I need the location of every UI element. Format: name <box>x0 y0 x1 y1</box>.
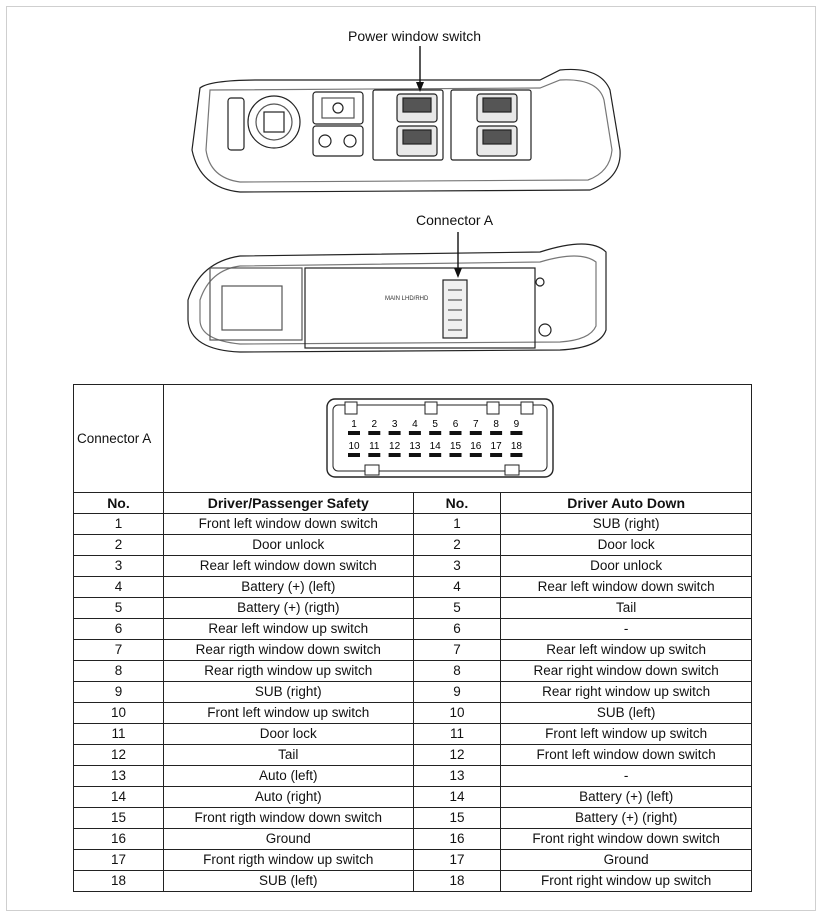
pin-no-safety: 5 <box>74 598 164 619</box>
table-row <box>74 745 752 766</box>
pin-terminal-bottom <box>409 453 421 457</box>
table-row <box>74 871 752 892</box>
pinout-table <box>73 384 752 892</box>
table-row <box>74 850 752 871</box>
function-safety: Door unlock <box>163 535 413 556</box>
pin-terminal-top <box>409 431 421 435</box>
header-driver-auto-down: Driver Auto Down <box>501 493 752 514</box>
pin-label-bottom: 10 <box>348 441 360 452</box>
table-row <box>74 766 752 787</box>
pin-terminal-bottom <box>389 453 401 457</box>
function-safety: Auto (left) <box>163 766 413 787</box>
function-auto-down: SUB (left) <box>501 703 752 724</box>
pin-no-auto-down: 17 <box>413 850 501 871</box>
function-safety: Door lock <box>163 724 413 745</box>
pin-no-auto-down: 18 <box>413 871 501 892</box>
function-safety: SUB (left) <box>163 871 413 892</box>
table-row <box>74 724 752 745</box>
function-safety: Front left window down switch <box>163 514 413 535</box>
pin-no-safety: 10 <box>74 703 164 724</box>
pin-no-safety: 3 <box>74 556 164 577</box>
function-auto-down: Front right window up switch <box>501 871 752 892</box>
pin-no-safety: 18 <box>74 871 164 892</box>
function-safety: Auto (right) <box>163 787 413 808</box>
pin-no-safety: 16 <box>74 829 164 850</box>
pin-terminal-top <box>368 431 380 435</box>
function-safety: Battery (+) (rigth) <box>163 598 413 619</box>
rear-pcb-cover <box>305 268 535 348</box>
pin-no-auto-down: 13 <box>413 766 501 787</box>
table-row <box>74 514 752 535</box>
pin-no-safety: 7 <box>74 640 164 661</box>
pin-label-top: 9 <box>513 419 520 430</box>
function-auto-down: Front left window down switch <box>501 745 752 766</box>
pin-no-safety: 8 <box>74 661 164 682</box>
table-row <box>74 829 752 850</box>
header-no-1: No. <box>74 493 164 514</box>
function-safety: Tail <box>163 745 413 766</box>
table-row <box>74 535 752 556</box>
header-driver-passenger-safety: Driver/Passenger Safety <box>163 493 413 514</box>
pin-terminal-bottom <box>490 453 502 457</box>
pin-label-bottom: 16 <box>470 441 482 452</box>
function-auto-down: Door unlock <box>501 556 752 577</box>
pin-no-auto-down: 9 <box>413 682 501 703</box>
pin-no-auto-down: 15 <box>413 808 501 829</box>
pin-label-top: 1 <box>351 419 357 430</box>
pin-terminal-bottom <box>470 453 482 457</box>
table-row <box>74 703 752 724</box>
pin-label-top: 3 <box>391 419 398 430</box>
function-safety: Rear left window up switch <box>163 619 413 640</box>
table-row <box>74 787 752 808</box>
function-auto-down: - <box>501 619 752 640</box>
function-safety: SUB (right) <box>163 682 413 703</box>
pin-terminal-bottom <box>368 453 380 457</box>
function-auto-down: Battery (+) (right) <box>501 808 752 829</box>
table-row <box>74 682 752 703</box>
pin-no-auto-down: 1 <box>413 514 501 535</box>
function-safety: Rear rigth window up switch <box>163 661 413 682</box>
pin-no-auto-down: 12 <box>413 745 501 766</box>
function-safety: Battery (+) (left) <box>163 577 413 598</box>
pin-no-auto-down: 6 <box>413 619 501 640</box>
pin-no-safety: 1 <box>74 514 164 535</box>
switch-illustration <box>0 0 824 380</box>
pin-terminal-top <box>490 431 502 435</box>
pin-label-bottom: 18 <box>510 441 522 452</box>
pin-no-safety: 4 <box>74 577 164 598</box>
pin-label-top: 2 <box>371 419 378 430</box>
table-row <box>74 640 752 661</box>
pin-no-safety: 13 <box>74 766 164 787</box>
pin-no-auto-down: 10 <box>413 703 501 724</box>
function-safety: Ground <box>163 829 413 850</box>
pin-no-safety: 17 <box>74 850 164 871</box>
table-row <box>74 661 752 682</box>
header-row <box>74 493 752 514</box>
pin-no-auto-down: 4 <box>413 577 501 598</box>
function-auto-down: Front left window up switch <box>501 724 752 745</box>
function-auto-down: SUB (right) <box>501 514 752 535</box>
pin-label-top: 6 <box>452 419 459 430</box>
table-row <box>74 556 752 577</box>
pin-no-safety: 9 <box>74 682 164 703</box>
pin-terminal-bottom <box>348 453 360 457</box>
pin-label-top: 4 <box>412 419 418 430</box>
pin-terminal-top <box>510 431 522 435</box>
header-no-2: No. <box>413 493 501 514</box>
connector-diagram-cell <box>163 385 751 493</box>
table-row <box>74 577 752 598</box>
function-auto-down: Rear right window up switch <box>501 682 752 703</box>
pin-terminal-top <box>348 431 360 435</box>
pin-label-bottom: 17 <box>490 441 502 452</box>
function-auto-down: Tail <box>501 598 752 619</box>
pin-no-safety: 12 <box>74 745 164 766</box>
connector-a-label: Connector A <box>416 212 494 228</box>
pin-no-auto-down: 11 <box>413 724 501 745</box>
table-row <box>74 598 752 619</box>
function-auto-down: Battery (+) (left) <box>501 787 752 808</box>
function-auto-down: Rear left window up switch <box>501 640 752 661</box>
pin-terminal-bottom <box>429 453 441 457</box>
function-auto-down: Front right window down switch <box>501 829 752 850</box>
pin-label-bottom: 13 <box>409 441 421 452</box>
pin-no-auto-down: 16 <box>413 829 501 850</box>
pin-terminal-bottom <box>510 453 522 457</box>
pin-terminal-top <box>429 431 441 435</box>
pin-no-auto-down: 5 <box>413 598 501 619</box>
function-safety: Front rigth window up switch <box>163 850 413 871</box>
pin-label-bottom: 12 <box>388 441 401 452</box>
table-row <box>74 808 752 829</box>
pin-terminal-bottom <box>449 453 461 457</box>
connector-a-table-label: Connector A <box>74 385 164 493</box>
pin-terminal-top <box>449 431 461 435</box>
pin-no-auto-down: 7 <box>413 640 501 661</box>
pin-no-safety: 11 <box>74 724 164 745</box>
connector-a-body <box>443 280 467 338</box>
connector-row <box>74 385 752 493</box>
pin-label-bottom: 14 <box>429 441 441 452</box>
pin-label-bottom: 15 <box>449 441 461 452</box>
pin-no-safety: 6 <box>74 619 164 640</box>
power-window-switch-label: Power window switch <box>348 28 482 44</box>
function-safety: Front left window up switch <box>163 703 413 724</box>
pin-label-top: 8 <box>493 419 499 430</box>
function-auto-down: Door lock <box>501 535 752 556</box>
pin-no-safety: 15 <box>74 808 164 829</box>
pin-terminal-top <box>389 431 401 435</box>
connector-a-face <box>325 397 555 479</box>
svg-text:MAIN LHD/RHD: MAIN LHD/RHD <box>385 296 429 302</box>
pin-no-auto-down: 3 <box>413 556 501 577</box>
pin-label-top: 5 <box>432 419 438 430</box>
pin-no-safety: 14 <box>74 787 164 808</box>
function-safety: Rear rigth window down switch <box>163 640 413 661</box>
pin-label-bottom: 11 <box>369 441 380 452</box>
pin-no-safety: 2 <box>74 535 164 556</box>
pin-no-auto-down: 8 <box>413 661 501 682</box>
pin-label-top: 7 <box>472 419 479 430</box>
function-auto-down: Rear left window down switch <box>501 577 752 598</box>
function-auto-down: Rear right window down switch <box>501 661 752 682</box>
pin-no-auto-down: 2 <box>413 535 501 556</box>
function-safety: Rear left window down switch <box>163 556 413 577</box>
pin-terminal-top <box>470 431 482 435</box>
pin-no-auto-down: 14 <box>413 787 501 808</box>
function-auto-down: - <box>501 766 752 787</box>
function-safety: Front rigth window down switch <box>163 808 413 829</box>
table-row <box>74 619 752 640</box>
function-auto-down: Ground <box>501 850 752 871</box>
